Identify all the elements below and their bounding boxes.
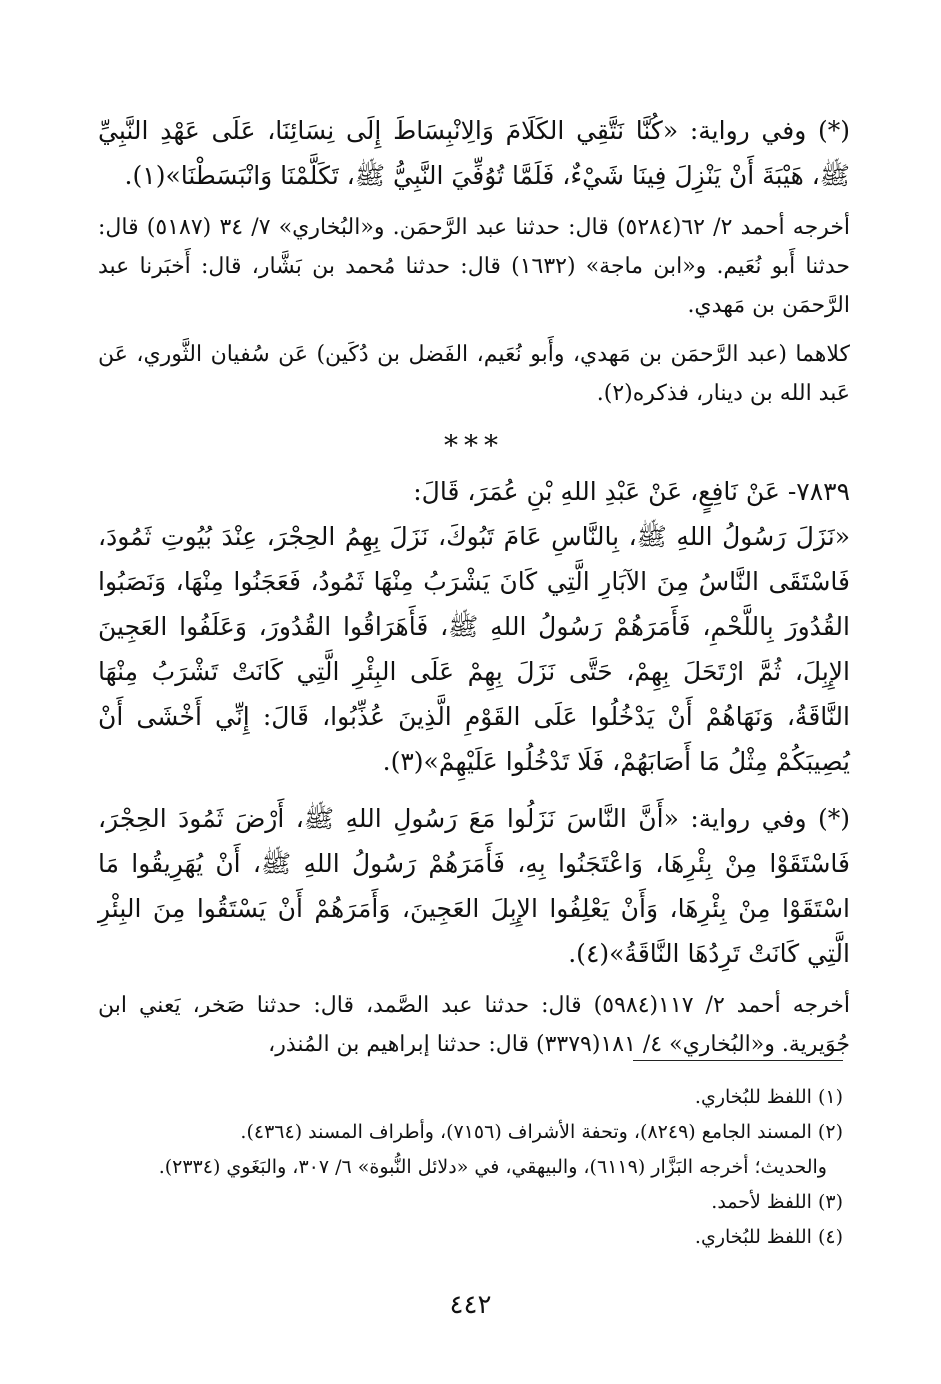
- hadith-header: [98, 469, 850, 514]
- footnote-3: (٣) اللفظ لأحمد.: [711, 1191, 843, 1213]
- footnote-2: (٢) المسند الجامع (٨٢٤٩)، وتحفة الأشراف (٧١٥٦)، وأطراف المسند (٤٣٦٤).: [240, 1121, 843, 1143]
- page-number: ٤٤٢: [449, 1290, 492, 1320]
- hadith-text: «نَزَلَ رَسُولُ اللهِ ﷺ، بِالنَّاسِ عَامَ تَبُوكَ، نَزَلَ بِهِمُ الحِجْرَ، عِنْدَ بُيُوتِ ثَمُودَ، فَاسْتَقَى النَّاسُ مِنَ الآبَارِ الَّتِي كَانَ يَشْرَبُ مِنْهَا ثَمُودُ، فَعَجَنُوا مِنْهَا، وَنَصَبُوا القُدُورَ بِاللَّحْمِ، فَأَمَرَهُمْ رَسُولُ اللهِ ﷺ، فَأَهَرَاقُوا القُدُورَ، وَعَلَفُوا العَجِينَ الإِبِلَ، ثُمَّ ارْتَحَلَ بِهِمْ، حَتَّى نَزَلَ بِهِمْ عَلَى البِئْرِ الَّتِي كَانَتْ تَشْرَبُ مِنْهَا النَّاقَةُ، وَنَهَاهُمْ أَنْ يَدْخُلُوا عَلَى القَوْمِ الَّذِينَ عُذِّبُوا، قَالَ: إِنِّي أَخْشَى أَنْ يُصِيبَكُمْ مِثْلُ مَا أَصَابَهُمْ، فَلَا تَدْخُلُوا عَلَيْهِمْ»(٣).: [98, 522, 850, 776]
- section-separator: ***: [444, 429, 504, 462]
- footnote-2-continuation: والحديث؛ أخرجه البَزَّار (٦١١٩)، والبيهقي، في «دلائل النُّبوة» ٦/ ٣٠٧، والبَغَوي (٢٣٣٤).: [158, 1156, 827, 1178]
- hadith-number: ٧٨٣٩-: [787, 477, 850, 506]
- footnote-divider: [633, 1060, 843, 1061]
- page-body: [98, 108, 850, 1064]
- source-citation-1: أخرجه أحمد ٢/ ٦٢(٥٢٨٤) قال: حدثنا عبد الرَّحمَن. و«البُخاري» ٧/ ٣٤ (٥١٨٧) قال: حدثنا أَبو نُعَيم. و«ابن ماجة» (١٦٣٢) قال: حدثنا مُحمد بن بَشَّار، قال: أَخبَرنا عبد الرَّحمَن بن مَهدي.: [98, 215, 851, 318]
- narration-variant-1: (*) وفي رواية: «كُنَّا نَتَّقِي الكَلَامَ وَالِانْبِسَاطَ إِلَى نِسَائِنَا، عَلَى عَهْدِ النَّبِيِّ ﷺ، هَيْبَةَ أَنْ يَنْزِلَ فِينَا شَيْءٌ، فَلَمَّا تُوُفِّيَ النَّبِيُّ ﷺ، تَكَلَّمْنَا وَانْبَسَطْنَا»(١).: [98, 116, 850, 190]
- hadith-chain: عَنْ نَافِعٍ، عَنْ عَبْدِ اللهِ بْنِ عُمَرَ، قَالَ:: [413, 477, 780, 506]
- narration-variant-2: (*) وفي رواية: «أَنَّ النَّاسَ نَزَلُوا مَعَ رَسُولِ اللهِ ﷺ، أَرْضَ ثَمُودَ الحِجْرَ، فَاسْتَقَوْا مِنْ بِئْرِهَا، وَاعْتَجَنُوا بِهِ، فَأَمَرَهُمْ رَسُولُ اللهِ ﷺ، أَنْ يُهَرِيقُوا مَا اسْتَقَوْا مِنْ بِئْرِهَا، وَأَنْ يَعْلِفُوا الإِبِلَ العَجِينَ، وَأَمَرَهُمْ أَنْ يَسْتَقُوا مِنَ البِئْرِ الَّتِي كَانَتْ تَرِدُهَا النَّاقَةُ»(٤).: [98, 804, 850, 968]
- source-citation-3: أخرجه أحمد ٢/ ١١٧(٥٩٨٤) قال: حدثنا عبد الصَّمد، قال: حدثنا صَخر، يَعني ابن جُوَيرية. و«البُخاري» ٤/ ١٨١(٣٣٧٩) قال: حدثنا إبراهيم بن المُنذر،: [98, 993, 850, 1057]
- footnote-4: (٤) اللفظ للبُخاري.: [694, 1226, 843, 1248]
- source-citation-2: كلاهما (عبد الرَّحمَن بن مَهدي، وأَبو نُعَيم، الفَضل بن دُكَين) عَن سُفيان الثَّوري، عَن عَبد الله بن دينار، فذكره(٢).: [98, 342, 850, 406]
- footnote-1: (١) اللفظ للبُخاري.: [694, 1086, 843, 1108]
- footnotes: [91, 1080, 843, 1255]
